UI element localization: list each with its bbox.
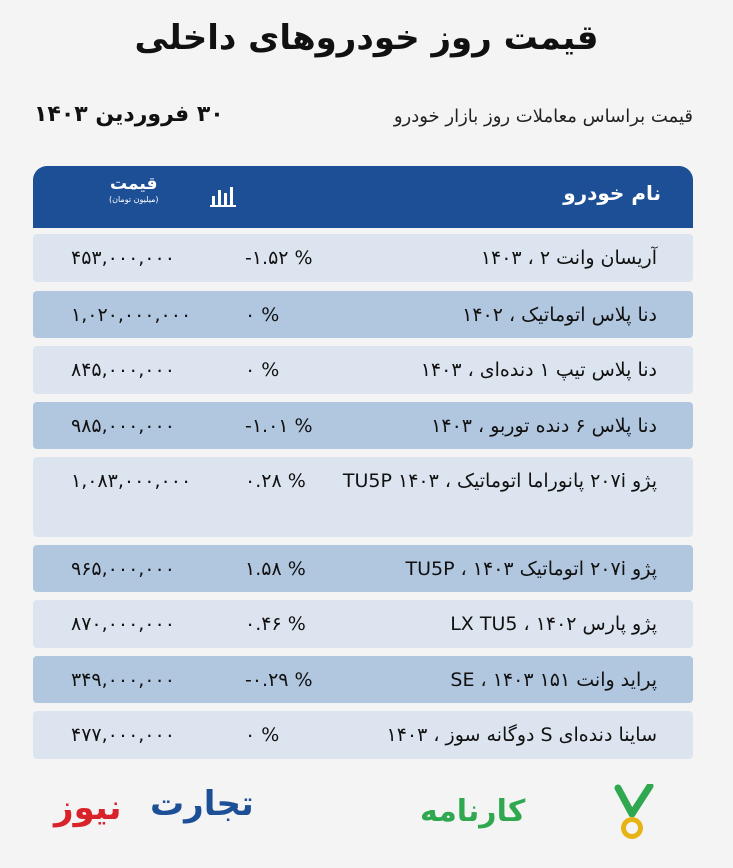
car-price: ۹۸۵,۰۰۰,۰۰۰ <box>71 415 175 437</box>
car-name: پژو ۲۰۷i اتوماتیک ۱۴۰۳ ، TU5P <box>405 558 657 580</box>
logo-right-word: کارنامه <box>420 794 526 829</box>
price-change: -۱.۰۱ % <box>245 415 313 437</box>
table-header <box>33 166 693 228</box>
table-row <box>33 545 693 592</box>
car-name: دنا پلاس ۶ دنده توربو ، ۱۴۰۳ <box>431 415 657 437</box>
logo-left-part1: تجارت <box>150 784 254 824</box>
karnameh-logo <box>420 784 660 844</box>
price-change: ۰ % <box>245 724 280 746</box>
table-row <box>33 457 693 537</box>
price-change: ۱.۵۸ % <box>245 558 306 580</box>
bar-chart-icon <box>209 184 239 208</box>
price-change: ۰.۲۸ % <box>245 470 306 492</box>
car-name: پژو ۲۰۷i پانوراما اتوماتیک ، TU5P ۱۴۰۳ <box>342 470 657 492</box>
table-row <box>33 346 693 394</box>
table-row <box>33 600 693 648</box>
price-change: -۱.۵۲ % <box>245 247 313 269</box>
car-name: آریسان وانت ۲ ، ۱۴۰۳ <box>480 247 657 269</box>
car-name: پژو پارس ۱۴۰۲ ، LX TU5 <box>450 613 657 635</box>
car-price: ۳۴۹,۰۰۰,۰۰۰ <box>71 669 175 691</box>
table-row <box>33 291 693 338</box>
price-change: ۰ % <box>245 359 280 381</box>
header-name: نام خودرو <box>563 181 661 205</box>
tejarat-news-logo <box>54 782 274 842</box>
subtitle-source: قیمت براساس معاملات روز بازار خودرو <box>393 106 693 127</box>
car-price: ۱,۰۸۳,۰۰۰,۰۰۰ <box>71 470 192 492</box>
checkmark-medal-icon <box>612 784 656 842</box>
table-row <box>33 711 693 759</box>
car-price: ۹۶۵,۰۰۰,۰۰۰ <box>71 558 175 580</box>
car-name: دنا پلاس اتوماتیک ، ۱۴۰۲ <box>462 304 657 326</box>
header-price-unit: (میلیون تومان) <box>109 195 159 204</box>
price-change: ۰.۴۶ % <box>245 613 306 635</box>
car-name: پراید وانت ۱۵۱ ۱۴۰۳ ، SE <box>450 669 657 691</box>
page-title: قیمت روز خودروهای داخلی <box>134 18 599 58</box>
table-row <box>33 402 693 449</box>
header-price-label: قیمت <box>110 174 158 194</box>
car-price: ۸۷۰,۰۰۰,۰۰۰ <box>71 613 175 635</box>
car-price: ۴۵۳,۰۰۰,۰۰۰ <box>71 247 175 269</box>
car-name: دنا پلاس تیپ ۱ دنده‌ای ، ۱۴۰۳ <box>420 359 657 381</box>
car-price: ۴۷۷,۰۰۰,۰۰۰ <box>71 724 175 746</box>
price-change: -۰.۲۹ % <box>245 669 313 691</box>
header-price <box>109 174 159 204</box>
price-change: ۰ % <box>245 304 280 326</box>
car-name: ساینا دنده‌ای S دوگانه سوز ، ۱۴۰۳ <box>386 724 657 746</box>
car-price: ۸۴۵,۰۰۰,۰۰۰ <box>71 359 175 381</box>
car-price: ۱,۰۲۰,۰۰۰,۰۰۰ <box>71 304 192 326</box>
table-row <box>33 656 693 703</box>
subtitle-date: ۳۰ فروردین ۱۴۰۳ <box>34 102 224 127</box>
table-row <box>33 234 693 282</box>
logo-left-part2: نیوز <box>54 788 122 828</box>
